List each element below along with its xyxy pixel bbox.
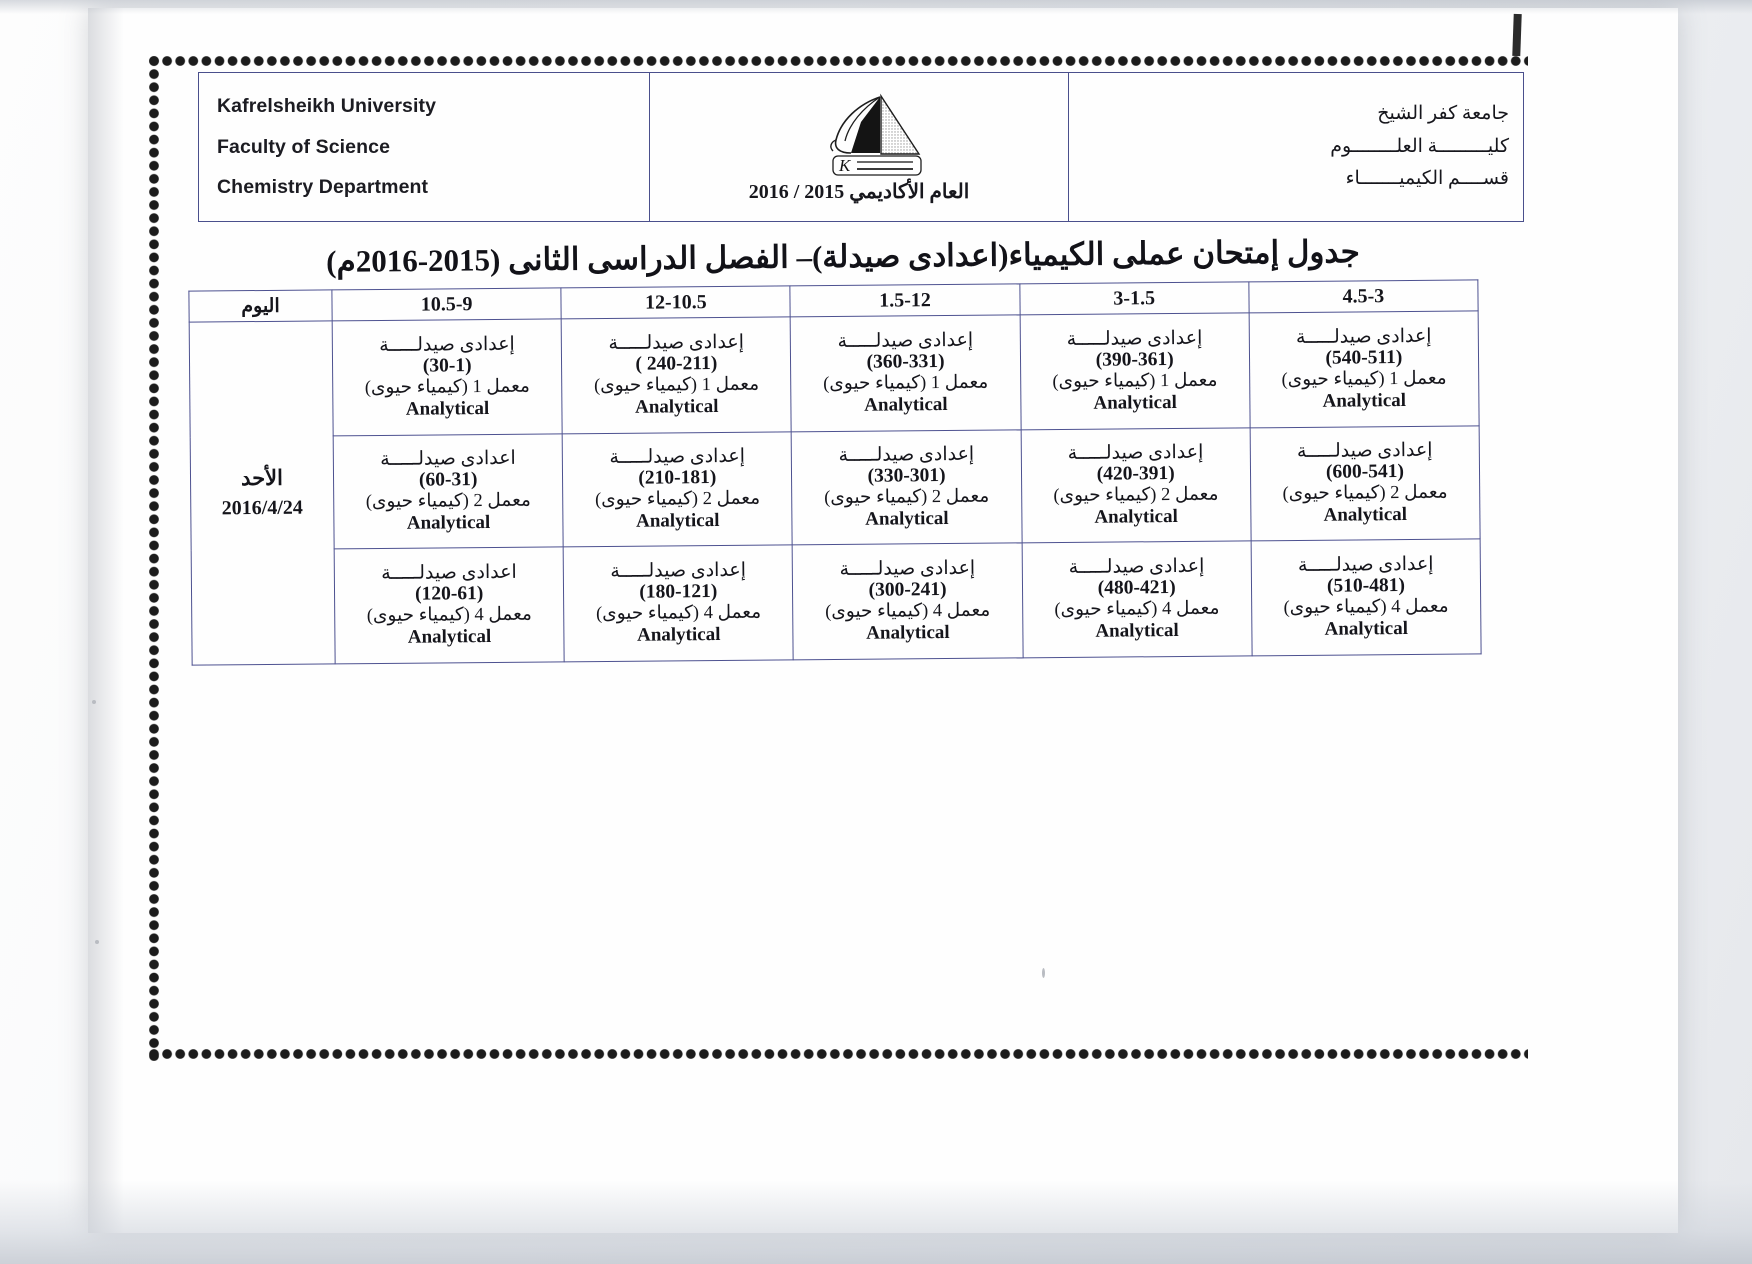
slot-lab: معمل 2 (كيمياء حيوى) <box>594 488 761 510</box>
exam-slot-cell <box>1251 539 1481 656</box>
table-row <box>190 426 1480 550</box>
slot-range: (180-121) <box>639 580 718 603</box>
slot-group: إعدادى صيدلـــــة <box>1295 325 1432 348</box>
slot-range: (120-61) <box>414 582 484 605</box>
slot-range: (300-241) <box>868 578 947 601</box>
slot-range: (60-31) <box>418 468 478 491</box>
slot-group: إعدادى صيدلـــــة <box>1067 441 1204 464</box>
slot-group: إعدادى صيدلـــــة <box>1066 327 1203 350</box>
university-name-ar: جامعة كفر الشيخ <box>1377 102 1509 124</box>
slot-range: (30-1) <box>422 354 472 377</box>
table-row <box>189 311 1479 437</box>
university-name-en: Kafrelsheikh University <box>217 95 437 118</box>
scan-shadow-top <box>0 0 1752 14</box>
slot-subject: Analytical <box>1324 617 1409 640</box>
slot-subject: Analytical <box>405 397 490 420</box>
exam-slot-cell <box>562 432 792 547</box>
slot-range: (600-541) <box>1325 460 1404 483</box>
slot-group: اعدادى صيدلـــــة <box>381 561 517 584</box>
letterhead-arabic-block <box>1069 73 1524 222</box>
slot-lab: معمل 1 (كيمياء حيوى) <box>593 374 760 396</box>
academic-year-label: العام الأكاديمي 2015 / 2016 <box>748 181 970 203</box>
time-slot-header-1: 3-1.5 <box>1019 282 1248 315</box>
slot-subject: Analytical <box>634 395 719 418</box>
document-content <box>170 72 1510 660</box>
scan-speck <box>92 700 96 704</box>
slot-subject: Analytical <box>406 511 491 534</box>
slot-lab: معمل 1 (كيمياء حيوى) <box>364 376 530 398</box>
exam-slot-cell <box>793 543 1023 660</box>
slot-range: (480-421) <box>1097 576 1176 599</box>
exam-slot-cell <box>334 547 564 664</box>
exam-slot-cell <box>561 317 791 434</box>
exam-slot-cell <box>1021 428 1251 543</box>
letterhead-english-block <box>199 73 650 222</box>
exam-slot-cell <box>1250 426 1480 541</box>
slot-subject: Analytical <box>1322 389 1407 412</box>
slot-lab: معمل 4 (كيمياء حيوى) <box>366 604 532 626</box>
exam-schedule-table <box>188 279 1481 665</box>
time-slot-header-4: 10.5-9 <box>332 288 562 321</box>
exam-slot-cell <box>1022 541 1252 658</box>
page-title: جدول إمتحان عملى الكيمياء(اعدادى صيدلة)– الفصل الدراسى الثانى (2015-2016م) <box>326 234 1360 279</box>
slot-lab: معمل 4 (كيمياء حيوى) <box>1054 598 1220 620</box>
slot-subject: Analytical <box>865 507 949 530</box>
slot-range: (510-481) <box>1326 574 1405 597</box>
department-name-en: Chemistry Department <box>217 176 429 199</box>
table-row <box>191 539 1481 665</box>
faculty-name-ar: كليـــــــــة العلــــــــوم <box>1330 135 1509 157</box>
slot-range: (330-301) <box>867 464 946 487</box>
slot-lab: معمل 4 (كيمياء حيوى) <box>1283 596 1449 618</box>
slot-range: (540-511) <box>1325 346 1403 369</box>
slot-lab: معمل 1 (كيمياء حيوى) <box>1052 370 1218 392</box>
slot-subject: Analytical <box>1323 503 1408 526</box>
corner-ink-mark <box>1512 14 1521 56</box>
slot-subject: Analytical <box>1095 619 1179 642</box>
time-slot-header-2: 1.5-12 <box>790 284 1019 317</box>
time-slot-header-3: 12-10.5 <box>561 286 790 319</box>
slot-subject: Analytical <box>635 509 720 532</box>
slot-group: إعدادى صيدلـــــة <box>1297 553 1434 576</box>
slot-subject: Analytical <box>636 623 721 646</box>
slot-subject: Analytical <box>864 393 948 416</box>
slot-lab: معمل 2 (كيمياء حيوى) <box>1282 482 1448 504</box>
slot-subject: Analytical <box>407 625 492 648</box>
exam-slot-cell <box>1249 311 1479 428</box>
day-cell <box>189 321 335 665</box>
slot-lab: معمل 2 (كيمياء حيوى) <box>1053 484 1219 506</box>
university-logo-icon <box>789 92 929 178</box>
department-name-ar: قســــم الكيميـــــــاء <box>1345 168 1509 190</box>
slot-group: إعدادى صيدلـــــة <box>837 329 974 352</box>
slot-subject: Analytical <box>866 621 950 644</box>
slot-lab: معمل 1 (كيمياء حيوى) <box>823 372 989 394</box>
slot-range: (420-391) <box>1096 462 1175 485</box>
slot-group: إعدادى صيدلـــــة <box>839 557 976 580</box>
slot-subject: Analytical <box>1094 505 1178 528</box>
day-date: 2016/4/24 <box>221 496 303 520</box>
scan-shadow-left <box>88 8 124 1233</box>
svg-text:K: K <box>839 156 851 175</box>
exam-slot-cell <box>563 545 793 662</box>
slot-range: (210-181) <box>638 466 717 489</box>
exam-slot-cell <box>792 430 1022 545</box>
day-column-header: اليوم <box>189 290 332 322</box>
day-name: الأحد <box>241 466 284 491</box>
slot-group: اعدادى صيدلـــــة <box>380 447 516 470</box>
slot-group: إعدادى صيدلـــــة <box>379 333 515 356</box>
slot-group: إعدادى صيدلـــــة <box>838 443 975 466</box>
slot-range: ( 240-211) <box>635 352 718 375</box>
slot-range: (360-331) <box>866 350 945 373</box>
faculty-name-en: Faculty of Science <box>217 135 391 158</box>
dotted-border-left <box>148 55 161 1061</box>
exam-slot-cell <box>332 319 562 436</box>
slot-subject: Analytical <box>1093 391 1177 414</box>
time-slot-header-0: 4.5-3 <box>1249 280 1478 313</box>
dotted-border-top <box>148 55 1528 68</box>
slot-group: إعدادى صيدلـــــة <box>1296 439 1433 462</box>
letterhead-logo-block <box>650 73 1069 222</box>
scan-speck <box>95 940 99 944</box>
slot-lab: معمل 2 (كيمياء حيوى) <box>365 490 531 512</box>
letterhead-table <box>198 72 1524 222</box>
slot-lab: معمل 2 (كيمياء حيوى) <box>824 486 990 508</box>
dotted-border-bottom <box>148 1048 1528 1061</box>
slot-lab: معمل 4 (كيمياء حيوى) <box>825 600 991 622</box>
slot-group: إعدادى صيدلـــــة <box>1068 555 1205 578</box>
slot-group: إعدادى صيدلـــــة <box>608 331 745 354</box>
slot-group: إعدادى صيدلـــــة <box>610 559 747 582</box>
slot-range: (390-361) <box>1095 348 1174 371</box>
slot-group: إعدادى صيدلـــــة <box>609 445 746 468</box>
slot-lab: معمل 1 (كيمياء حيوى) <box>1281 368 1447 390</box>
exam-slot-cell <box>791 315 1021 432</box>
exam-slot-cell <box>333 434 563 549</box>
slot-lab: معمل 4 (كيمياء حيوى) <box>595 602 762 624</box>
scan-shadow-bottom <box>0 1180 1752 1264</box>
exam-slot-cell <box>1020 313 1250 430</box>
